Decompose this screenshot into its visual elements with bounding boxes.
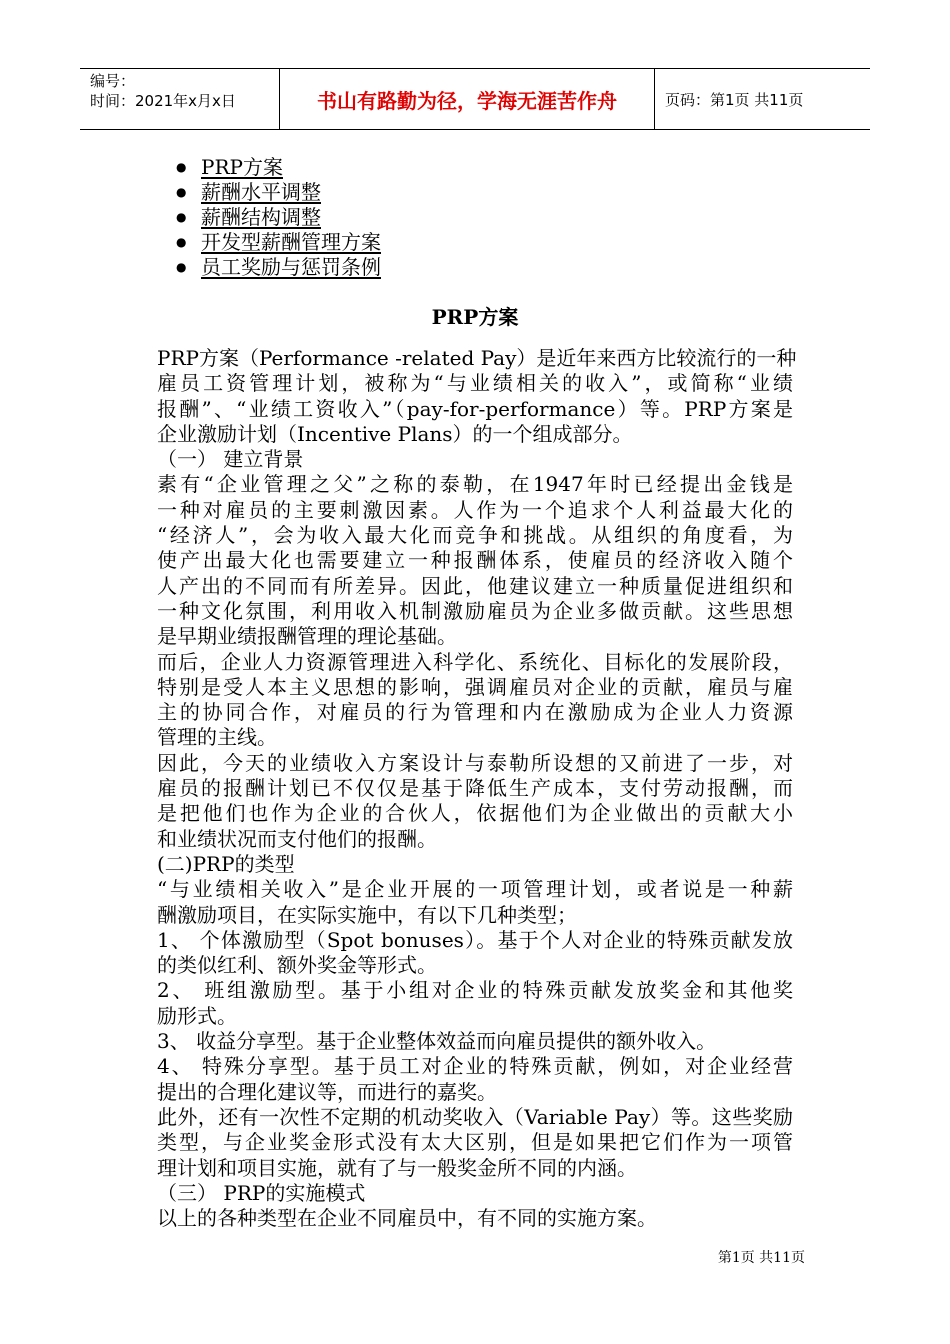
toc-link-salary-level[interactable]: 薪酬水平调整 (201, 180, 321, 204)
text-line: 而后，企业人力资源管理进入科学化、系统化、目标化的发展阶段， (157, 649, 793, 674)
toc-item[interactable] (176, 180, 381, 205)
text-line: 一种对雇员的主要刺激因素。人作为一个追求个人利益最大化的 (157, 497, 793, 522)
text-line: 此外，还有一次性不定期的机动奖收入（Variable Pay）等。这些奖励 (157, 1104, 793, 1129)
text-line: 人产出的不同而有所差异。因此，他建议建立一种质量促进组织和 (157, 573, 793, 598)
text-line: 是早期业绩报酬管理的理论基础。 (157, 624, 457, 649)
document-date: 时间：2021年x月x日 (90, 92, 236, 110)
toc-item[interactable] (176, 205, 381, 230)
toc-link-development-plan[interactable]: 开发型薪酬管理方案 (201, 230, 381, 254)
bullet-icon: ● (176, 260, 187, 274)
bullet-icon: ● (176, 235, 187, 249)
text-line: 以上的各种类型在企业不同雇员中，有不同的实施方案。 (157, 1206, 657, 1231)
text-line: 励形式。 (157, 1003, 237, 1028)
toc-item[interactable] (176, 230, 381, 255)
header-slogan: 书山有路勤为径，学海无涯苦作舟 (280, 69, 655, 129)
text-line: 3、 收益分享型。基于企业整体效益而向雇员提供的额外收入。 (157, 1029, 717, 1054)
text-line: “经济人”，会为收入最大化而竞争和挑战。从组织的角度看，为 (157, 523, 793, 548)
text-line: PRP方案（Performance -related Pay）是近年来西方比较流行的一种 (157, 346, 797, 370)
text-line: 报酬”、“业绩工资收入”（pay-for-performance）等。PRP方案是 (157, 396, 793, 421)
section-title: PRP方案 (431, 305, 519, 329)
page-header (80, 68, 870, 130)
toc-link-reward-punishment[interactable]: 员工奖励与惩罚条例 (201, 255, 381, 279)
text-line: 使产出最大化也需要建立一种报酬体系，使雇员的经济收入随个 (157, 548, 793, 573)
toc-item[interactable] (176, 155, 381, 180)
text-line: “与业绩相关收入”是企业开展的一项管理计划，或者说是一种薪 (157, 877, 793, 902)
text-line: 雇员的报酬计划已不仅仅是基于降低生产成本，支付劳动报酬，而 (157, 776, 793, 801)
text-line: 管理的主线。 (157, 725, 277, 750)
header-page-number: 页码：第1页 共11页 (665, 90, 804, 109)
text-line: （一） 建立背景 (157, 447, 304, 472)
text-line: 和业绩状况而支付他们的报酬。 (157, 826, 437, 851)
toc-link-prp[interactable]: PRP方案 (201, 155, 283, 179)
text-line: (二)PRP的类型 (157, 851, 295, 876)
toc-link-salary-structure[interactable]: 薪酬结构调整 (201, 205, 321, 229)
text-line: 雇员工资管理计划，被称为“与业绩相关的收入”，或简称“业绩 (157, 371, 793, 396)
text-line: 一种文化氛围，利用收入机制激励雇员为企业多做贡献。这些思想 (157, 598, 793, 623)
text-line: 酬激励项目，在实际实施中，有以下几种类型； (157, 902, 577, 927)
document-number-label: 编号： (90, 72, 136, 90)
text-line: 的类似红利、额外奖金等形式。 (157, 953, 437, 978)
bullet-icon: ● (176, 185, 187, 199)
text-line: 4、 特殊分享型。基于员工对企业的特殊贡献，例如，对企业经营 (157, 1054, 793, 1079)
text-line: 2、 班组激励型。基于小组对企业的特殊贡献发放奖金和其他奖 (157, 978, 793, 1003)
text-line: 提出的合理化建议等，而进行的嘉奖。 (157, 1079, 497, 1104)
text-line: 理计划和项目实施，就有了与一般奖金所不同的内涵。 (157, 1155, 637, 1180)
document-body (157, 346, 797, 1231)
toc-item[interactable] (176, 255, 381, 280)
text-line: 企业激励计划（Incentive Plans）的一个组成部分。 (157, 421, 633, 446)
text-line: 主的协同合作，对雇员的行为管理和内在激励成为企业人力资源 (157, 700, 793, 725)
text-line: 是把他们也作为企业的合伙人，依据他们为企业做出的贡献大小 (157, 801, 793, 826)
text-line: 特别是受人本主义思想的影响，强调雇员对企业的贡献，雇员与雇 (157, 674, 793, 699)
text-line: 1、 个体激励型（Spot bonuses）。基于个人对企业的特殊贡献发放 (157, 927, 793, 952)
page-footer: 第1页 共11页 (717, 1250, 805, 1266)
text-line: （三） PRP的实施模式 (157, 1180, 366, 1205)
text-line: 素有“企业管理之父”之称的泰勒，在1947年时已经提出金钱是 (157, 472, 793, 497)
text-line: 因此，今天的业绩收入方案设计与泰勒所设想的又前进了一步，对 (157, 750, 793, 775)
bullet-icon: ● (176, 160, 187, 174)
header-meta (80, 69, 280, 129)
bullet-icon: ● (176, 210, 187, 224)
table-of-contents (176, 155, 381, 280)
text-line: 类型，与企业奖金形式没有太大区别，但是如果把它们作为一项管 (157, 1130, 793, 1155)
